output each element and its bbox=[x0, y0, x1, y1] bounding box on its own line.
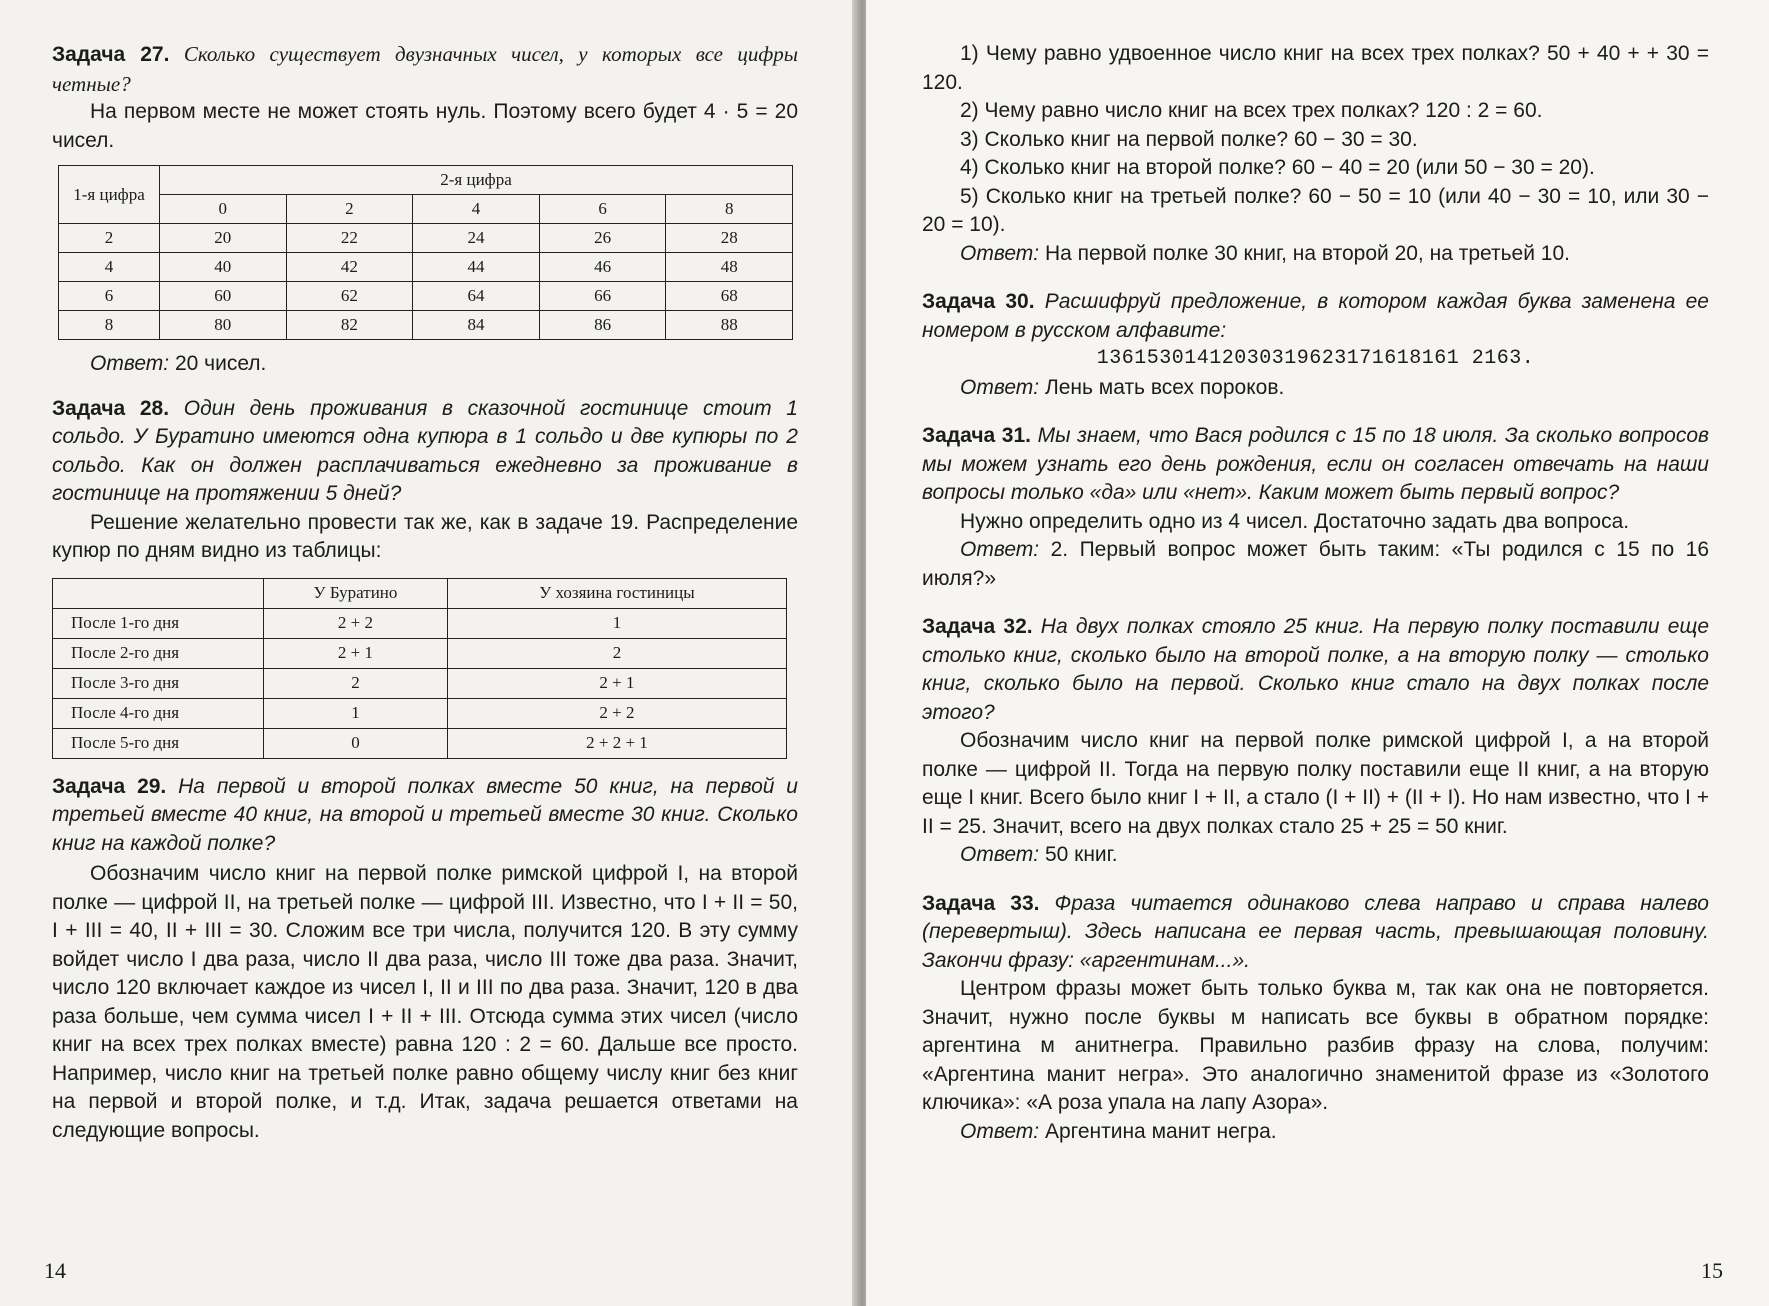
table-cell: 48 bbox=[666, 253, 793, 282]
task-30-answer bbox=[922, 374, 1709, 403]
table-header: У хозяина гостиницы bbox=[447, 578, 786, 608]
answer-text: Лень мать всех пороков. bbox=[1044, 375, 1285, 399]
even-digits-table bbox=[58, 165, 793, 340]
task-32-heading bbox=[922, 613, 1709, 727]
task-29-step: 2) Чему равно число книг на всех трех полках? 120 : 2 = 60. bbox=[960, 99, 1543, 122]
table-cell: 2 bbox=[264, 668, 448, 698]
task-31-heading bbox=[922, 422, 1709, 508]
table-cell: 60 bbox=[160, 282, 287, 311]
task-31-title: Задача 31. bbox=[922, 424, 1031, 447]
task-29-title: Задача 29. bbox=[52, 774, 167, 798]
table-cell: 0 bbox=[264, 728, 448, 758]
table-cell: 88 bbox=[666, 311, 793, 340]
bills-table bbox=[52, 578, 787, 759]
answer-text: 2. Первый вопрос может быть таким: «Ты родился с 15 по 16 июля?» bbox=[922, 538, 1709, 590]
task-31-answer bbox=[922, 536, 1709, 593]
table-cell: 66 bbox=[539, 282, 666, 311]
task-29-answer bbox=[922, 240, 1709, 269]
table-cell: 82 bbox=[286, 311, 413, 340]
row-label: После 2-го дня bbox=[53, 638, 264, 668]
table-cell: 46 bbox=[539, 253, 666, 282]
table-cell: 86 bbox=[539, 311, 666, 340]
table-cell: 40 bbox=[160, 253, 287, 282]
task-31-question: Мы знаем, что Вася родился с 15 по 18 июля. За сколько вопросов мы можем узнать его день рождения, если он согласен отвечать на наши вопросы только «да» или «нет». Каким может быть первый вопрос? bbox=[922, 424, 1709, 504]
table-row bbox=[59, 282, 793, 311]
row-label: 2 bbox=[59, 224, 160, 253]
table-cell: 80 bbox=[160, 311, 287, 340]
row-label: После 5-го дня bbox=[53, 728, 264, 758]
task-29-step: 5) Сколько книг на третьей полке? 60 − 50 = 10 (или 40 − 30 = 10, или 30 − 20 = 10). bbox=[922, 184, 1709, 236]
task-30-title: Задача 30. bbox=[922, 290, 1035, 313]
task-28-question: Один день проживания в сказочной гостинице стоит 1 сольдо. У Буратино имеются одна купюра в 1 сольдо и две купюры по 2 сольдо. Как он должен расплачиваться ежедневно за проживание в гостинице на протяжении 5 дней? bbox=[52, 396, 798, 505]
row-label: 4 bbox=[59, 253, 160, 282]
page-number-left: 14 bbox=[44, 1258, 66, 1283]
task-29-step: 1) Чему равно удвоенное число книг на всех трех полках? 50 + 40 + + 30 = 120. bbox=[922, 42, 1709, 94]
table-cell: 68 bbox=[666, 282, 793, 311]
table-cell: 2 + 2 + 1 bbox=[447, 728, 786, 758]
task-33-heading bbox=[922, 890, 1709, 976]
cipher-code: 13615301412030319623171618161 2163. bbox=[1096, 347, 1535, 370]
task-30-heading bbox=[922, 288, 1709, 345]
answer-text: 50 книг. bbox=[1044, 843, 1118, 866]
table-cell: 1 bbox=[447, 608, 786, 638]
task-29-step: 4) Сколько книг на второй полке? 60 − 40 = 20 (или 50 − 30 = 20). bbox=[960, 156, 1595, 179]
task-27-question: Сколько существует двузначных чисел, у которых все цифры четные? bbox=[52, 42, 799, 96]
task-27-answer bbox=[52, 350, 798, 379]
table-row bbox=[59, 311, 793, 340]
task-29-step: 3) Сколько книг на первой полке? 60 − 30 = 30. bbox=[960, 127, 1418, 151]
task-33-question: Фраза читается одинаково слева направо и справа налево (перевертыш). Здесь написана ее первая часть, превышающая половину. Закончи фразу: «аргентинам...». bbox=[922, 891, 1709, 972]
col-label: 0 bbox=[160, 195, 287, 224]
left-page bbox=[0, 0, 858, 1306]
task-33-title: Задача 33. bbox=[922, 891, 1040, 915]
row-header: 1-я цифра bbox=[59, 166, 160, 224]
col-label: 6 bbox=[539, 195, 666, 224]
table-cell: 44 bbox=[413, 253, 540, 282]
table-cell: 84 bbox=[413, 311, 540, 340]
row-label: 6 bbox=[59, 282, 160, 311]
table-header bbox=[53, 578, 264, 608]
task-32-solution: Обозначим число книг на первой полке римской цифрой I, а на второй полке — цифрой II. Тогда на первую полку поставили еще II книг, а на вторую еще I книг. Всего было книг I + II, а стало (I + II) + (II + I). Но нам известно, что I + II = 25. Значит, всего на двух полках стало 25 + 25 = 50 книг. bbox=[922, 729, 1709, 838]
table-header: У Буратино bbox=[264, 578, 448, 608]
answer-label: Ответ: bbox=[90, 352, 170, 375]
table-cell: 26 bbox=[539, 224, 666, 253]
answer-text: Аргентина манит негра. bbox=[1044, 1119, 1277, 1143]
table-cell: 22 bbox=[286, 224, 413, 253]
page-number-right: 15 bbox=[1701, 1258, 1723, 1283]
col-label: 2 bbox=[286, 195, 413, 224]
row-label: После 4-го дня bbox=[53, 698, 264, 728]
task-32-answer bbox=[922, 841, 1709, 870]
task-32-question: На двух полках стояло 25 книг. На первую полку поставили еще столько книг, сколько было на второй полке, а на вторую полку — столько книг, сколько было на первой. Сколько книг стало на двух полках после этого? bbox=[922, 615, 1709, 724]
task-28-heading bbox=[52, 395, 798, 509]
task-29-heading bbox=[52, 773, 798, 859]
row-label: После 1-го дня bbox=[53, 608, 264, 638]
table-cell: 62 bbox=[286, 282, 413, 311]
table-cell: 2 + 1 bbox=[264, 638, 448, 668]
task-31-solution: Нужно определить одно из 4 чисел. Достаточно задать два вопроса. bbox=[960, 509, 1630, 533]
task-29-solution: Обозначим число книг на первой полке римской цифрой I, на второй полке — цифрой II, на третьей полке — цифрой III. Известно, что I + II = 50, I + III = 40, II + III = 30. Сложим все три числа, получится 120. В эту сумму войдет число I два раза, число II два раза, число III тоже два раза. Значит, число 120 включает каждое из чисел I, II и III по два раза. Значит, 120 в два раза больше, чем сумма чисел I + II + III. Отсюда сумма этих чисел (число книг на всех трех полках вместе) равна 120 : 2 = 60. Дальше все просто. Например, число книг на третьей полке равно общему числу книг без книг на первой и второй полке, и т.д. Итак, задача решается ответами на следующие вопросы. bbox=[52, 862, 798, 1142]
answer-label: Ответ: bbox=[960, 1119, 1040, 1143]
col-header: 2-я цифра bbox=[160, 166, 793, 195]
task-33-answer bbox=[922, 1118, 1709, 1147]
row-label: После 3-го дня bbox=[53, 668, 264, 698]
answer-text: На первой полке 30 книг, на второй 20, на третьей 10. bbox=[1044, 241, 1570, 265]
table-cell: 64 bbox=[413, 282, 540, 311]
table-cell: 2 + 2 bbox=[264, 608, 448, 638]
table-row bbox=[53, 728, 787, 758]
task-27-solution: На первом месте не может стоять нуль. Поэтому всего будет 4 · 5 = 20 чисел. bbox=[52, 100, 798, 152]
task-33-solution: Центром фразы может быть только буква м, так как она не повторяется. Значит, нужно после буквы м написать все буквы в обратном порядке: аргентина м анитнегра. Правильно разбив фразу на слова, получим: «Аргентина манит негра». Это аналогично знаменитой фразе из «Золотого ключика»: «А роза упала на лапу Азора». bbox=[922, 977, 1709, 1114]
right-page bbox=[866, 0, 1769, 1306]
task-28-title: Задача 28. bbox=[52, 396, 170, 420]
answer-label: Ответ: bbox=[960, 843, 1040, 866]
task-28-solution: Решение желательно провести так же, как в задаче 19. Распределение купюр по дням видно из таблицы: bbox=[52, 510, 798, 562]
answer-label: Ответ: bbox=[960, 241, 1040, 265]
row-label: 8 bbox=[59, 311, 160, 340]
answer-label: Ответ: bbox=[960, 538, 1040, 561]
table-row bbox=[53, 608, 787, 638]
task-32-title: Задача 32. bbox=[922, 615, 1033, 638]
col-label: 8 bbox=[666, 195, 793, 224]
table-cell: 1 bbox=[264, 698, 448, 728]
task-27-title: Задача 27. bbox=[52, 43, 170, 66]
table-cell: 20 bbox=[160, 224, 287, 253]
table-cell: 28 bbox=[666, 224, 793, 253]
answer-label: Ответ: bbox=[960, 375, 1040, 399]
table-cell: 2 + 1 bbox=[447, 668, 786, 698]
table-row bbox=[53, 638, 787, 668]
table-row bbox=[53, 698, 787, 728]
table-cell: 2 bbox=[447, 638, 786, 668]
table-cell: 24 bbox=[413, 224, 540, 253]
task-29-question: На первой и второй полках вместе 50 книг, на первой и третьей вместе 40 книг, на второй и третьей вместе 30 книг. Сколько книг на каждой полке? bbox=[52, 774, 798, 855]
task-30-question: Расшифруй предложение, в котором каждая буква заменена ее номером в русском алфавите: bbox=[922, 290, 1709, 342]
table-row bbox=[53, 668, 787, 698]
table-row bbox=[59, 224, 793, 253]
task-27-heading bbox=[52, 40, 798, 98]
table-cell: 2 + 2 bbox=[447, 698, 786, 728]
answer-text: 20 чисел. bbox=[174, 352, 267, 375]
table-row bbox=[59, 253, 793, 282]
col-label: 4 bbox=[413, 195, 540, 224]
table-cell: 42 bbox=[286, 253, 413, 282]
